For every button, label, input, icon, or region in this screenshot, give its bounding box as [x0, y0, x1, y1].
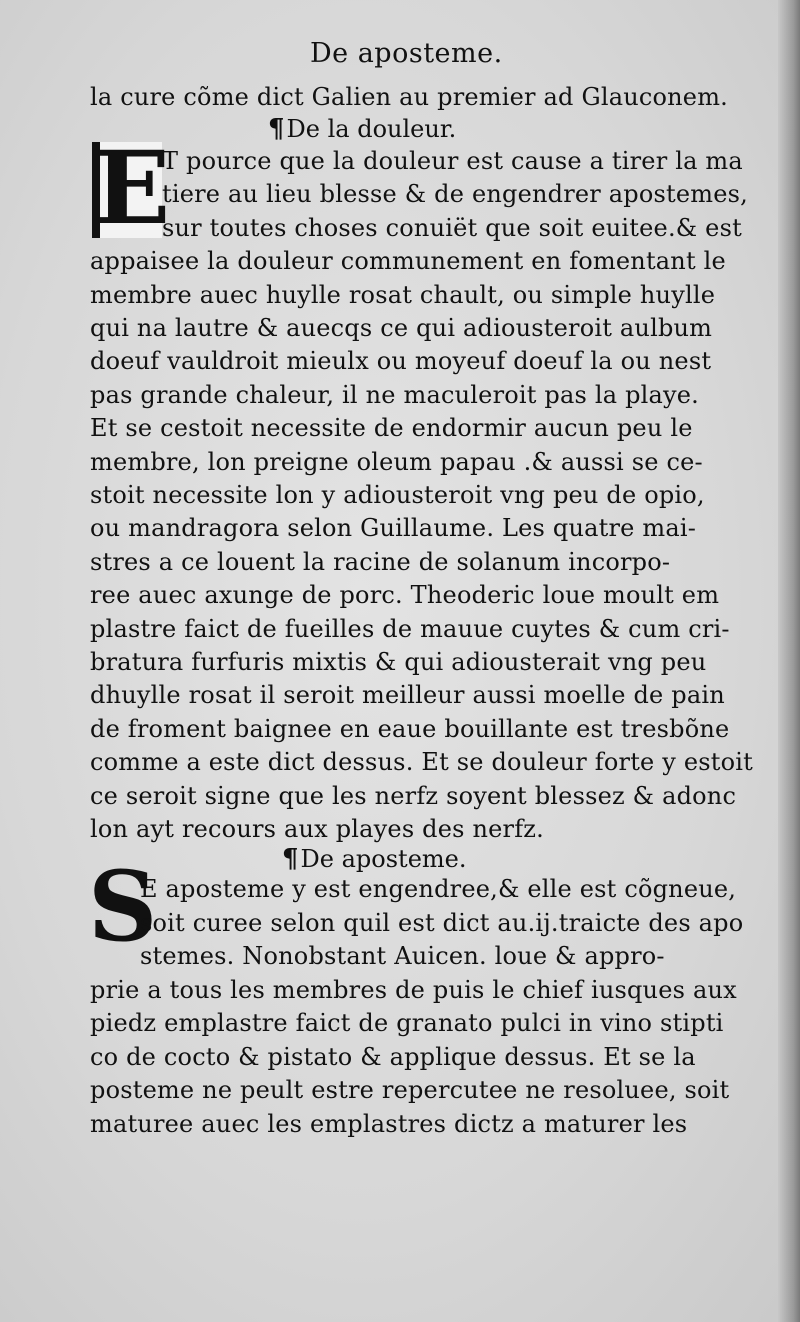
text-line: dhuylle rosat il seroit meilleur aussi moelle de pain [90, 681, 725, 710]
text-line: posteme ne peult estre repercutee ne resoluee, soit [90, 1076, 730, 1104]
text-line: stoit necessite lon y adiousteroit vng peu de opio, [90, 481, 705, 509]
text-line: maturee auec les emplastres dictz a maturer les [90, 1109, 688, 1138]
text-line: tiere au lieu blesse & de engendrer apostemes, [162, 180, 748, 209]
running-head: De aposteme. [310, 38, 503, 69]
text-line: la cure cõme dict Galien au premier ad Glauconem. [90, 83, 728, 111]
heading-text: De la douleur. [286, 115, 457, 143]
pilcrow-icon: ¶ [282, 844, 299, 874]
text-line: T pource que la douleur est cause a tirer la ma [162, 147, 743, 175]
text-line: stres a ce louent la racine de solanum incorpo- [90, 547, 671, 576]
text-line: plastre faict de fueilles de mauue cuytes & cum cri- [90, 614, 730, 643]
text-line: qui na lautre & auecqs ce qui adiousteroit aulbum [90, 314, 713, 342]
section-heading-douleur [268, 114, 456, 144]
text-line: Et se cestoit necessite de endormir aucun peu le [90, 414, 693, 443]
section-heading-aposteme [282, 844, 467, 874]
text-line: ce seroit signe que les nerfz soyent blessez & adonc [90, 781, 737, 810]
text-line: stemes. Nonobstant Auicen. loue & appro- [140, 942, 665, 970]
text-line: prie a tous les membres de puis le chief iusques aux [90, 975, 737, 1004]
text-line: piedz emplastre faict de granato pulci in vino stipti [90, 1009, 724, 1037]
text-line: comme a este dict dessus. Et se douleur forte y estoit [90, 748, 754, 777]
text-line: bratura furfuris mixtis & qui adiousterait vng peu [90, 648, 707, 676]
text-line: pas grande chaleur, il ne maculeroit pas la playe. [90, 380, 700, 409]
text-line: de froment baignee en eaue bouillante est tresbõne [90, 714, 730, 743]
text-line: lon ayt recours aux playes des nerfz. [90, 815, 544, 843]
text-line: ree auec axunge de porc. Theoderic loue moult em [90, 581, 720, 610]
text-line: appaisee la douleur communement en fomentant le [90, 247, 726, 276]
text-line: membre auec huylle rosat chault, ou simple huylle [90, 280, 716, 309]
text-line: soit curee selon quil est dict au.ij.traicte des apo [140, 908, 744, 937]
pilcrow-icon: ¶ [268, 114, 285, 144]
text-line: co de cocto & pistato & applique dessus. Et se la [90, 1042, 696, 1071]
drop-cap-e: E [94, 129, 171, 247]
heading-text: De aposteme. [300, 845, 467, 873]
text-line: doeuf vauldroit mieulx ou moyeuf doeuf la ou nest [90, 347, 712, 376]
text-line: ou mandragora selon Guillaume. Les quatre mai- [90, 514, 697, 543]
text-line: E aposteme y est engendree,& elle est cõgneue, [140, 875, 737, 903]
drop-cap-s: S [88, 850, 158, 963]
text-line: membre, lon preigne oleum papau .& aussi se ce- [90, 447, 703, 476]
page-gutter [778, 0, 800, 1322]
text-line: sur toutes choses conuiët que soit euitee.& est [162, 213, 742, 242]
